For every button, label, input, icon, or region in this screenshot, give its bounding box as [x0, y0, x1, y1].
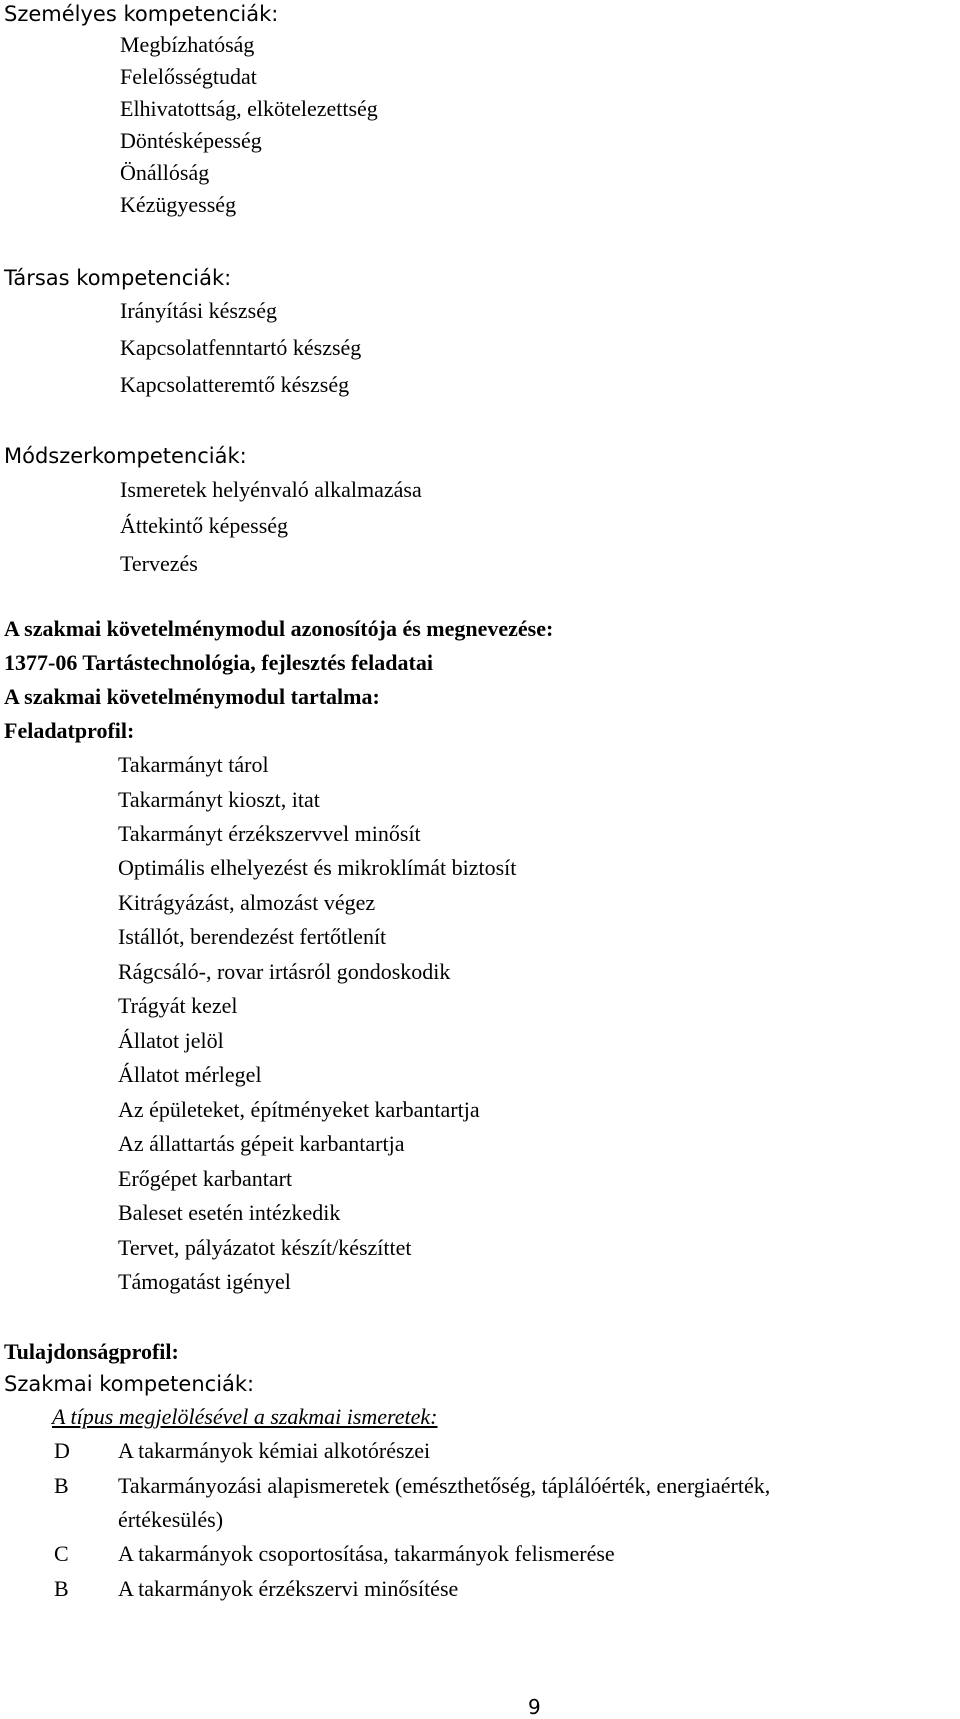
knowledge-type-letter: B	[54, 1576, 69, 1601]
module-content-label: A szakmai követelménymodul tartalma:	[4, 684, 380, 709]
list-item: Ismeretek helyénvaló alkalmazása	[120, 477, 422, 502]
list-item: Kapcsolatfenntartó készség	[120, 335, 362, 360]
list-item: Kézügyesség	[120, 192, 237, 217]
list-item: Önállóság	[120, 160, 210, 185]
personal-competencies-heading: Személyes kompetenciák:	[4, 2, 279, 26]
knowledge-type-letter: C	[54, 1541, 69, 1566]
list-item: Takarmányt tárol	[118, 752, 269, 777]
knowledge-item: A takarmányok érzékszervi minősítése	[118, 1576, 459, 1601]
list-item: Az állattartás gépeit karbantartja	[118, 1131, 405, 1156]
list-item: Trágyát kezel	[118, 993, 238, 1018]
list-item: Elhivatottság, elkötelezettség	[120, 96, 378, 121]
list-item: Takarmányt kioszt, itat	[118, 787, 320, 812]
knowledge-item: Takarmányozási alapismeretek (emészthetőség, táplálóérték, energiaérték,	[118, 1473, 771, 1498]
professional-competencies-heading: Szakmai kompetenciák:	[4, 1372, 255, 1396]
method-competencies-heading: Módszerkompetenciák:	[4, 444, 247, 468]
list-item: Baleset esetén intézkedik	[118, 1200, 341, 1225]
list-item: Állatot jelöl	[118, 1028, 224, 1053]
list-item: Rágcsáló-, rovar irtásról gondoskodik	[118, 959, 451, 984]
module-id-value: 1377-06 Tartástechnológia, fejlesztés feladatai	[4, 650, 433, 675]
list-item: Optimális elhelyezést és mikroklímát biztosít	[118, 855, 517, 880]
social-competencies-heading: Társas kompetenciák:	[4, 266, 232, 290]
list-item: Döntésképesség	[120, 128, 262, 153]
page-number: 9	[528, 1695, 541, 1719]
list-item: Kapcsolatteremtő készség	[120, 372, 350, 397]
type-designation-heading: A típus megjelölésével a szakmai ismeretek:	[52, 1404, 438, 1429]
list-item: Takarmányt érzékszervvel minősít	[118, 821, 421, 846]
knowledge-type-letter: B	[54, 1473, 69, 1498]
list-item: Irányítási készség	[120, 298, 277, 323]
list-item: Tervet, pályázatot készít/készíttet	[118, 1235, 412, 1260]
list-item: Az épületeket, építményeket karbantartja	[118, 1097, 480, 1122]
list-item: Támogatást igényel	[118, 1269, 291, 1294]
list-item: Áttekintő képesség	[120, 513, 289, 538]
knowledge-item: A takarmányok kémiai alkotórészei	[118, 1438, 431, 1463]
list-item: Felelősségtudat	[120, 64, 257, 89]
module-id-label: A szakmai követelménymodul azonosítója és megnevezése:	[4, 616, 554, 641]
property-profile-heading: Tulajdonságprofil:	[4, 1339, 179, 1364]
knowledge-item: A takarmányok csoportosítása, takarmányok felismerése	[118, 1541, 615, 1566]
task-profile-heading: Feladatprofil:	[4, 718, 135, 743]
list-item: Erőgépet karbantart	[118, 1166, 293, 1191]
list-item: Kitrágyázást, almozást végez	[118, 890, 376, 915]
list-item: Istállót, berendezést fertőtlenít	[118, 924, 387, 949]
list-item: Tervezés	[120, 551, 198, 576]
knowledge-type-letter: D	[54, 1438, 70, 1463]
knowledge-item-continuation: értékesülés)	[118, 1507, 224, 1532]
list-item: Állatot mérlegel	[118, 1062, 262, 1087]
list-item: Megbízhatóság	[120, 32, 255, 57]
